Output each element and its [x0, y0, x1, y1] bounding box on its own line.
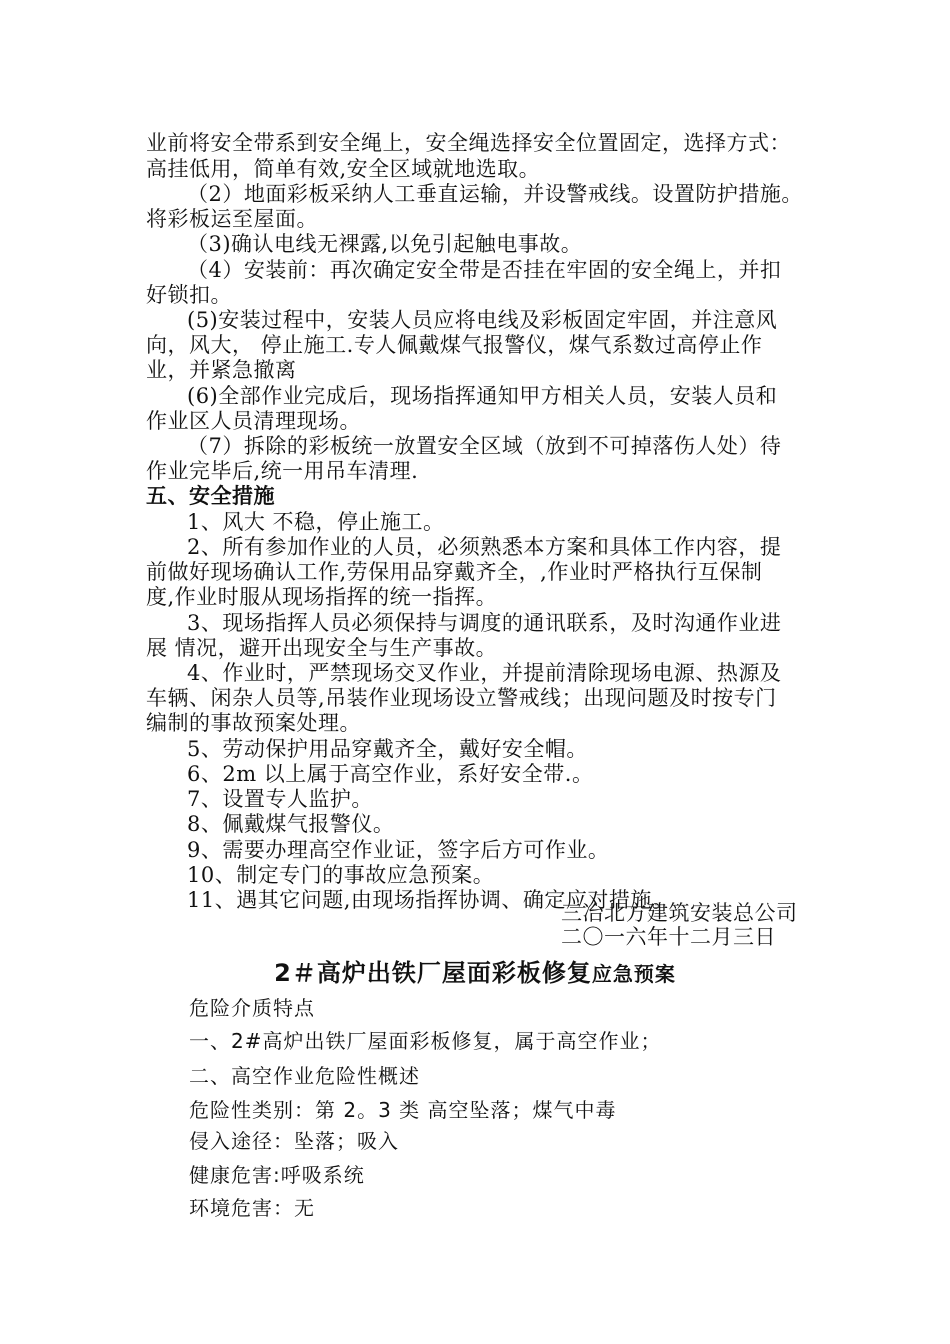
plan-line: 一、2#高炉出铁厂屋面彩板修复，属于高空作业；	[189, 1029, 662, 1053]
safety-line: 车辆、闲杂人员等,吊装作业现场设立警戒线；出现问题及时按专门	[146, 686, 777, 710]
signature-date: 二〇一六年十二月三日	[561, 925, 776, 949]
body-line: （7）拆除的彩板统一放置安全区域（放到不可掉落伤人处）待	[187, 434, 782, 458]
body-line: 业前将安全带系到安全绳上，安全绳选择安全位置固定，选择方式：	[146, 131, 791, 155]
plan-line: 危险介质特点	[189, 996, 315, 1020]
plan-line: 健康危害:呼吸系统	[189, 1163, 365, 1187]
plan-line: 环境危害：无	[189, 1196, 315, 1220]
safety-line: 6、2m 以上属于高空作业，系好安全带.。	[187, 762, 594, 786]
body-line: 好锁扣。	[146, 283, 232, 307]
safety-line: 5、劳动保护用品穿戴齐全，戴好安全帽。	[187, 737, 588, 761]
safety-line: 4、作业时，严禁现场交叉作业，并提前清除现场电源、热源及	[187, 661, 782, 685]
body-line: （4）安装前：再次确定安全带是否挂在牢固的安全绳上，并扣	[187, 258, 782, 282]
safety-line: 编制的事故预案处理。	[146, 711, 361, 735]
body-line: （2）地面彩板采纳人工垂直运输，并设警戒线。设置防护措施。	[187, 182, 803, 206]
safety-line: 10、制定专门的事故应急预案。	[187, 863, 495, 887]
safety-line: 1、风大 不稳，停止施工。	[187, 510, 445, 534]
plan-line: 危险性类别：第 2。3 类 高空坠落；煤气中毒	[189, 1098, 617, 1122]
body-line: 业，并紧急撤离	[146, 358, 297, 382]
safety-line: 11、遇其它问题,由现场指挥协调、确定应对措施。	[187, 888, 674, 912]
safety-line: 2、所有参加作业的人员，必须熟悉本方案和具体工作内容，提	[187, 535, 782, 559]
body-line: （3)确认电线无裸露,以免引起触电事故。	[187, 232, 583, 256]
body-line: (6)全部作业完成后，现场指挥通知甲方相关人员，安装人员和	[187, 384, 778, 408]
safety-line: 8、佩戴煤气报警仪。	[187, 812, 395, 836]
body-line: 作业完毕后,统一用吊车清理.	[146, 459, 419, 483]
safety-line: 度,作业时服从现场指挥的统一指挥。	[146, 585, 498, 609]
safety-line: 3、现场指挥人员必须保持与调度的通讯联系，及时沟通作业进	[187, 611, 782, 635]
safety-line: 9、需要办理高空作业证，签字后方可作业。	[187, 838, 610, 862]
body-line: 向，风大， 停止施工.专人佩戴煤气报警仪，煤气系数过高停止作	[146, 333, 763, 357]
body-line: (5)安装过程中，安装人员应将电线及彩板固定牢固，并注意风	[187, 308, 778, 332]
plan-title	[0, 958, 950, 989]
plan-line: 二、高空作业危险性概述	[189, 1064, 420, 1088]
safety-line: 展 情况，避开出现安全与生产事故。	[146, 636, 498, 660]
plan-title-main: 2＃高炉出铁厂屋面彩板修复	[274, 959, 592, 987]
signature-company: 三冶北方建筑安装总公司	[561, 901, 798, 925]
plan-line: 侵入途径：坠落；吸入	[189, 1129, 399, 1153]
body-line: 作业区人员清理现场。	[146, 409, 361, 433]
plan-title-suffix: 应急预案	[591, 962, 676, 986]
body-line: 高挂低用，简单有效,安全区域就地选取。	[146, 157, 541, 181]
body-line: 将彩板运至屋面。	[146, 207, 318, 231]
section-heading: 五、安全措施	[146, 483, 275, 508]
safety-line: 前做好现场确认工作,劳保用品穿戴齐全，,作业时严格执行互保制	[146, 560, 763, 584]
safety-line: 7、设置专人监护。	[187, 787, 373, 811]
